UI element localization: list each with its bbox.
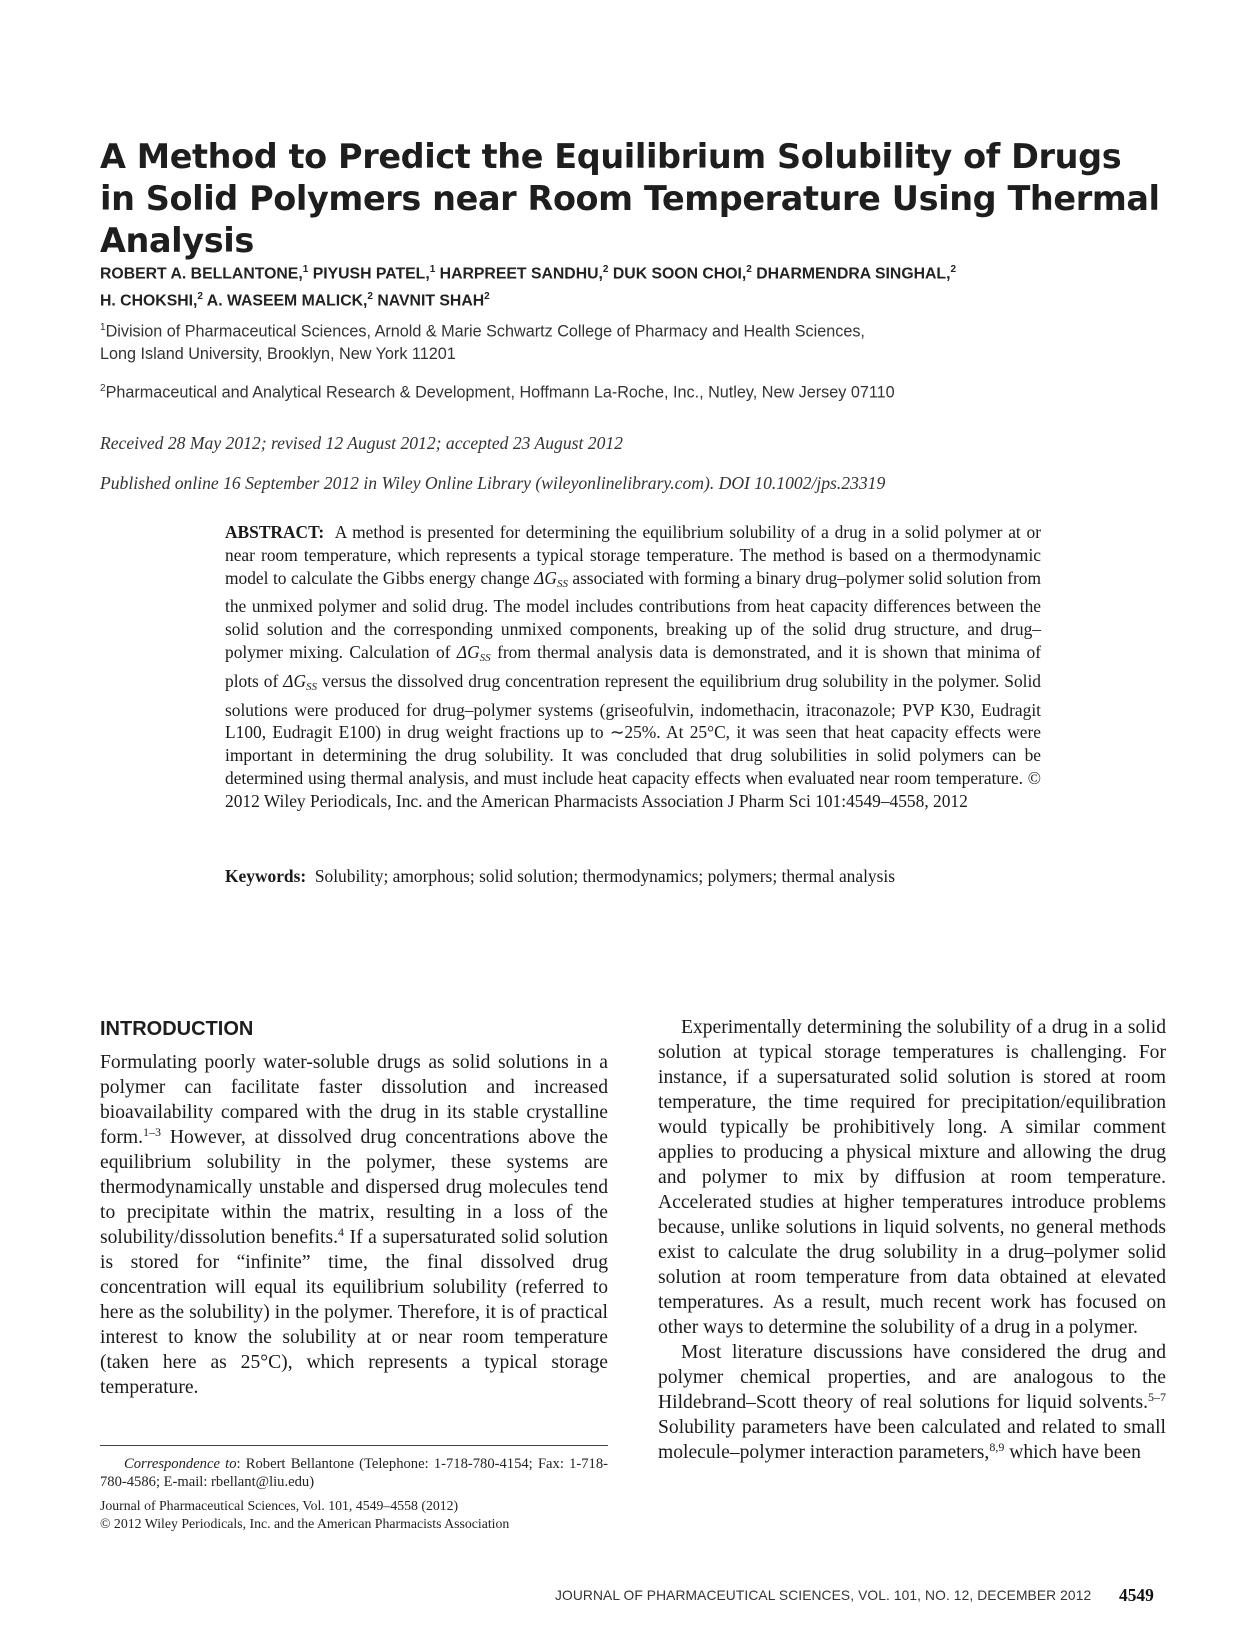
section-heading-introduction: INTRODUCTION: [100, 1018, 254, 1040]
author: NAVNIT SHAH: [377, 292, 485, 310]
paragraph: Formulating poorly water-soluble drugs as solid solutions in a polymer can facilitate faster dissolution and increased bioavailability compared with the drug in its stable crystalline form.$^{1-3}$ However, at dissolved drug concentrations above the equilibrium solubility in the polymer, these systems are thermodynamically unstable and dispersed drug molecules tend to precipitate within the matrix, resulting in a loss of the solubility/dissolution benefits.$^4$ If a supersaturated solid solution is stored for “infinite” time, the final dissolved drug concentration will equal its equilibrium solubility (referred to here as the solubility) in the polymer. Therefore, it is of practical interest to know the solubility at or near room temperature (taken here as 25°C), which represents a typical storage temperature.: [100, 1052, 608, 1398]
abstract-text: A method is presented for determining the equilibrium solubility of a drug in a solid polymer at or near room temperature, which represents a typical storage temperature. The method is based on a thermodynamic model to calculate the Gibbs energy change: [225, 522, 1041, 588]
affiliation-mark: 2: [746, 264, 752, 275]
affiliation-mark: 2: [100, 383, 106, 394]
affiliation-mark: 1: [302, 264, 309, 275]
affiliation-text: Division of Pharmaceutical Sciences, Arnold & Marie Schwartz College of Pharmacy and Health Sciences,: [105, 322, 865, 341]
journal-citation: Journal of Pharmaceutical Sciences, Vol. 101, 4549–4558 (2012): [100, 1498, 459, 1513]
keywords-label: Keywords:: [225, 866, 307, 886]
citation-ref[interactable]: 8,9: [989, 1440, 1005, 1454]
abstract-text: from thermal analysis data is demonstrated, and it is shown that minima of plots of: [225, 641, 1042, 691]
affiliation-1: [100, 316, 1160, 366]
keywords: [225, 865, 1041, 888]
copyright-notice: © 2012 Wiley Periodicals, Inc. and the American Pharmacists Association: [100, 1516, 510, 1531]
paragraph: Experimentally determining the solubility of a drug in a solid solution at typical storage temperatures is challenging. For instance, if a supersaturated solid solution is stored at room temperature, the time required for precipitation/equilibration would typically be prohibitively long. A similar comment applies to producing a physical mixture and allowing the drug and polymer to mix by diffusion at room temperature. Accelerated studies at higher temperatures introduce problems because, unlike solutions in liquid solvents, no general methods exist to calculate the drug solubility in a drug–polymer solid solution at room temperature from data obtained at elevated temperatures. As a result, much recent work has focused on other ways to determine the solubility of a drug in a polymer.: [658, 1017, 1166, 1338]
publication-info: Published online 16 September 2012 in Wiley Online Library (wileyonlinelibrary.com). DOI 10.1002/jps.23319: [100, 473, 886, 493]
abstract-label: ABSTRACT:: [225, 522, 325, 542]
correspondence-text: : Robert Bellantone (Telephone: 1-718-780-4154; Fax: 1-718-780-4586; E-mail: rbellant@liu.edu): [100, 1456, 609, 1490]
affiliation-mark: 2: [197, 291, 203, 303]
author: ROBERT A. BELLANTONE,: [100, 265, 303, 283]
correspondence-label: Correspondence to: [124, 1456, 237, 1472]
running-footer: JOURNAL OF PHARMACEUTICAL SCIENCES, VOL. 101, NO. 12, DECEMBER 2012: [555, 1588, 1092, 1603]
affiliation-mark: 2: [602, 264, 609, 275]
delta-g-symbol: $\Delta G_{SS}$: [534, 567, 568, 590]
author: A. WASEEM MALICK,: [206, 292, 368, 310]
affiliation-mark: 2: [367, 291, 373, 303]
affiliation-mark: 1: [429, 264, 436, 275]
article-title: A Method to Predict the Equilibrium Solubility of Drugs in Solid Polymers near Room Temperature Using Thermal Analysis: [100, 137, 1160, 260]
paragraph: Most literature discussions have considered the drug and polymer chemical properties, and are analogous to the Hildebrand–Scott theory of real solutions for liquid solvents.$^{5-7}$ Solubility parameters have been calculated and related to small molecule–polymer interaction parameters,$^{8,9}$ which have been: [658, 1342, 1166, 1463]
abstract-text: versus the dissolved drug concentration represent the equilibrium drug solubility in the polymer. Solid solutions were produced for drug–polymer systems (griseofulvin, indomethacin, itraconazole; PVP K30, Eudragit L100, Eudragit E100) in drug weight fractions up to ∼25%. At 25°C, it was seen that heat capacity effects were important in determining the drug solubility. It was concluded that drug solubilities in solid polymers can be determined using thermal analysis, and must include heat capacity effects when evaluated near room temperature. © 2012 Wiley Periodicals, Inc. and the American Pharmacists Association J Pharm Sci 101:4549–4558, 2012: [225, 670, 1041, 811]
affiliation-2: [100, 377, 1160, 404]
affiliation-mark: 2: [950, 264, 957, 275]
abstract: [225, 521, 1041, 813]
introduction-right-column: [658, 1015, 1166, 1465]
delta-g-symbol: $\Delta G_{SS}$: [456, 641, 491, 664]
citation-ref[interactable]: 1–3: [143, 1125, 161, 1139]
received-dates: Received 28 May 2012; revised 12 August 2012; accepted 23 August 2012: [100, 433, 623, 453]
author: H. CHOKSHI,: [100, 292, 198, 310]
keywords-text: Solubility; amorphous; solid solution; thermodynamics; polymers; thermal analysis: [314, 866, 895, 886]
correspondence-footnote: [100, 1455, 608, 1491]
citation-ref[interactable]: 4: [337, 1225, 344, 1239]
author: PIYUSH PATEL,: [312, 265, 430, 283]
introduction-left-column: [100, 1050, 608, 1400]
affiliation-text: Long Island University, Brooklyn, New York 11201: [100, 345, 456, 364]
affiliation-mark: 1: [100, 322, 106, 333]
affiliation-mark: 2: [484, 291, 490, 303]
delta-g-symbol: $\Delta G_{SS}$: [283, 670, 318, 693]
citation-ref[interactable]: 5–7: [1148, 1390, 1166, 1404]
author: DHARMENDRA SINGHAL,: [756, 265, 951, 283]
abstract-text: associated with forming a binary drug–polymer solid solution from the unmixed polymer and solid drug. The model includes contributions from heat capacity differences between the solid solution and the corresponding unmixed components, breaking up of the solid drug structure, and drug–polymer mixing. Calculation of: [225, 567, 1041, 662]
footnote-divider: [100, 1445, 608, 1446]
page-number: 4549: [1119, 1585, 1154, 1605]
author-list: [100, 258, 1160, 313]
affiliation-text: Pharmaceutical and Analytical Research & Development, Hoffmann La-Roche, Inc., Nutley, New Jersey 07110: [105, 383, 895, 402]
author: HARPREET SANDHU,: [439, 265, 603, 283]
author: DUK SOON CHOI,: [612, 265, 747, 283]
